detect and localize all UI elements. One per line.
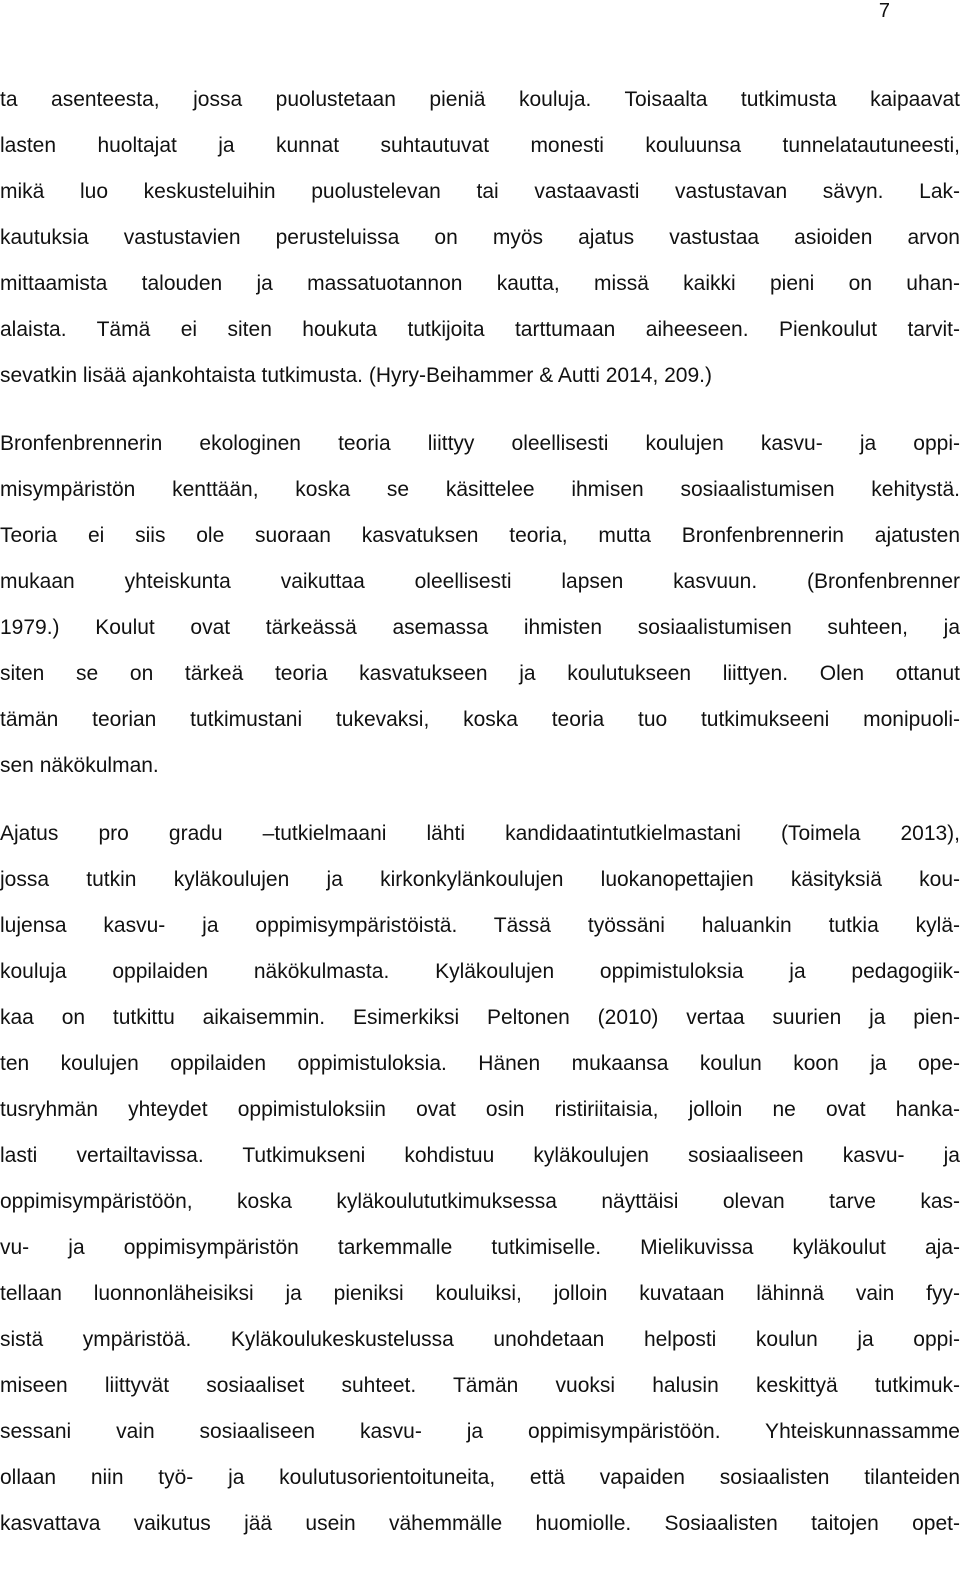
text-line: miseen liittyvät sosiaaliset suhteet. Tämän vuoksi halusin keskittyä tutkimuk- — [0, 1374, 960, 1397]
paragraph-spacer — [0, 789, 960, 811]
text-line: sevatkin lisää ajankohtaista tutkimusta. (Hyry-Beihammer & Autti 2014, 209.) — [0, 364, 712, 387]
text-line: sistä ympäristöä. Kyläkoulukeskustelussa unohdetaan helposti koulun ja oppi- — [0, 1328, 960, 1351]
page-number: 7 — [878, 0, 890, 22]
text-line: alaista. Tämä ei siten houkuta tutkijoita tarttumaan aiheeseen. Pienkoulut tarvit- — [0, 318, 960, 341]
text-line: mittaamista talouden ja massatuotannon kautta, missä kaikki pieni on uhan- — [0, 272, 960, 295]
paragraph-spacer — [0, 399, 960, 421]
text-line: ten koulujen oppilaiden oppimistuloksia. Hänen mukaansa koulun koon ja ope- — [0, 1052, 960, 1075]
text-line: Bronfenbrennerin ekologinen teoria liittyy oleellisesti koulujen kasvu- ja oppi- — [0, 432, 960, 455]
text-line: kautuksia vastustavien perusteluissa on myös ajatus vastustaa asioiden arvon — [0, 226, 960, 249]
text-line: sessani vain sosiaaliseen kasvu- ja oppimisympäristöön. Yhteiskunnassamme — [0, 1420, 960, 1443]
text-line: mukaan yhteiskunta vaikuttaa oleellisesti lapsen kasvuun. (Bronfenbrenner — [0, 570, 960, 593]
text-line: lujensa kasvu- ja oppimisympäristöistä. Tässä työssäni haluankin tutkia kylä- — [0, 914, 960, 937]
text-line: misympäristön kenttään, koska se käsittelee ihmisen sosiaalistumisen kehitystä. — [0, 478, 960, 501]
text-line: ta asenteesta, jossa puolustetaan pieniä kouluja. Toisaalta tutkimusta kaipaavat — [0, 88, 960, 111]
text-line: tusryhmän yhteydet oppimistuloksiin ovat osin ristiriitaisia, jolloin ne ovat hanka- — [0, 1098, 960, 1121]
text-line: tämän teorian tutkimustani tukevaksi, koska teoria tuo tutkimukseeni monipuoli- — [0, 708, 960, 731]
text-line: 1979.) Koulut ovat tärkeässä asemassa ihmisten sosiaalistumisen suhteen, ja — [0, 616, 960, 639]
paragraph-1 — [0, 77, 960, 399]
text-line: lasten huoltajat ja kunnat suhtautuvat monesti kouluunsa tunnelatautuneesti, — [0, 134, 960, 157]
text-line: Ajatus pro gradu –tutkielmaani lähti kandidaatintutkielmastani (Toimela 2013), — [0, 822, 960, 845]
text-line: kaa on tutkittu aikaisemmin. Esimerkiksi Peltonen (2010) vertaa suurien ja pien- — [0, 1006, 960, 1029]
text-line: kasvattava vaikutus jää usein vähemmälle huomiolle. Sosiaalisten taitojen opet- — [0, 1512, 960, 1535]
document-body — [0, 77, 960, 1547]
text-line: oppimisympäristöön, koska kyläkoulututkimuksessa näyttäisi olevan tarve kas- — [0, 1190, 960, 1213]
text-line: mikä luo keskusteluihin puolustelevan tai vastaavasti vastustavan sävyn. Lak- — [0, 180, 960, 203]
text-line: siten se on tärkeä teoria kasvatukseen ja koulutukseen liittyen. Olen ottanut — [0, 662, 960, 685]
text-line: sen näkökulman. — [0, 754, 159, 777]
text-line: ollaan niin työ- ja koulutusorientoituneita, että vapaiden sosiaalisten tilanteiden — [0, 1466, 960, 1489]
text-line: tellaan luonnonläheisiksi ja pieniksi kouluiksi, jolloin kuvataan lähinnä vain fyy- — [0, 1282, 960, 1305]
text-line: jossa tutkin kyläkoulujen ja kirkonkylänkoulujen luokanopettajien käsityksiä kou- — [0, 868, 960, 891]
text-line: vu- ja oppimisympäristön tarkemmalle tutkimiselle. Mielikuvissa kyläkoulut aja- — [0, 1236, 960, 1259]
paragraph-3 — [0, 811, 960, 1547]
text-line: Teoria ei siis ole suoraan kasvatuksen teoria, mutta Bronfenbrennerin ajatusten — [0, 524, 960, 547]
text-line: kouluja oppilaiden näkökulmasta. Kyläkoulujen oppimistuloksia ja pedagogiik- — [0, 960, 960, 983]
text-line: lasti vertailtavissa. Tutkimukseni kohdistuu kyläkoulujen sosiaaliseen kasvu- ja — [0, 1144, 960, 1167]
paragraph-2 — [0, 421, 960, 789]
